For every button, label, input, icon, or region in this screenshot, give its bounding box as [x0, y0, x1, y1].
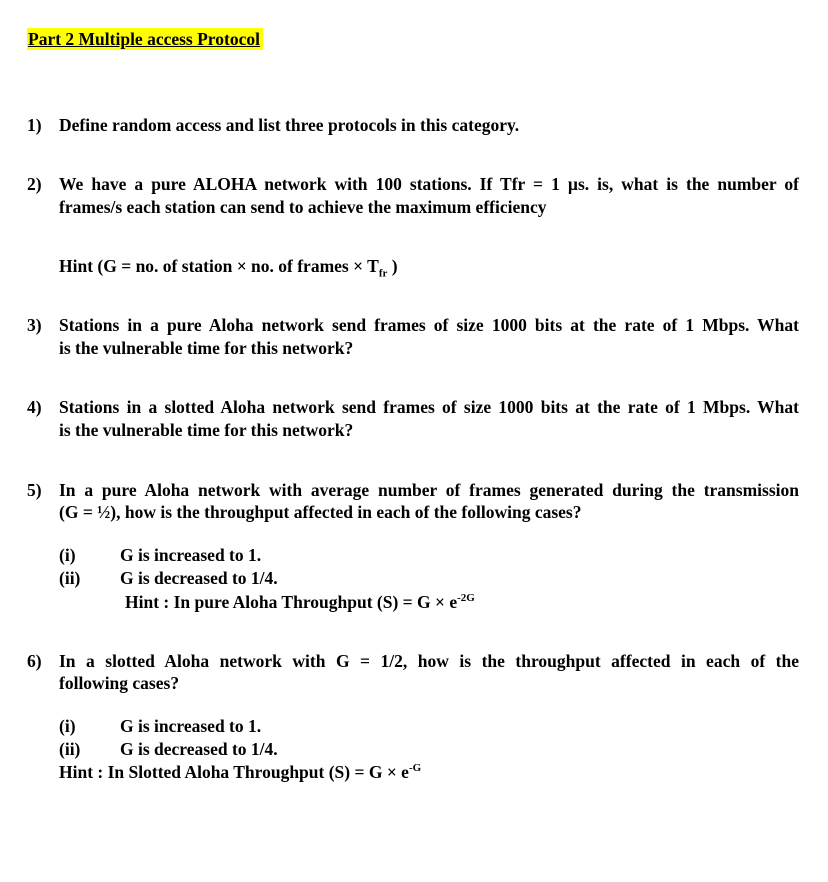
- question-text-line-2: is the vulnerable time for this network?: [59, 420, 354, 440]
- question-text-line-1: In a slotted Aloha network with G = 1/2, how is the throughput affected in each of the: [59, 651, 799, 671]
- question-number: 6): [27, 651, 42, 671]
- hint-superscript: -G: [408, 762, 422, 775]
- question-text-line-2: (G = ½), how is the throughput affected in each of the following cases?: [59, 502, 582, 522]
- case-label: (ii): [59, 739, 81, 759]
- hint-end: ): [387, 256, 398, 276]
- question-text-line-2: is the vulnerable time for this network?: [59, 338, 354, 358]
- question-text-line-1: In a pure Aloha network with average number of frames generated during the transmission: [59, 480, 799, 500]
- case-text: G is increased to 1.: [120, 716, 262, 736]
- hint-text: Hint : In Slotted Aloha Throughput (S) = G × e: [59, 762, 409, 782]
- hint: [125, 592, 475, 613]
- case-label: (i): [59, 545, 76, 565]
- hint-superscript: -2G: [457, 592, 475, 605]
- hint: [59, 256, 398, 280]
- question-number: 1): [27, 115, 42, 135]
- question-number: 3): [27, 315, 42, 335]
- question-text-line-1: Stations in a pure Aloha network send frames of size 1000 bits at the rate of 1 Mbps. What: [59, 315, 799, 335]
- hint-subscript: fr: [378, 267, 388, 280]
- question-text-line-1: Stations in a slotted Aloha network send frames of size 1000 bits at the rate of 1 Mbps. What: [59, 397, 799, 417]
- question-number: 5): [27, 480, 42, 500]
- question-text-line-1: We have a pure ALOHA network with 100 stations. If Tfr = 1 µs. is, what is the number of: [59, 174, 799, 194]
- case-text: G is decreased to 1/4.: [120, 739, 278, 759]
- hint-text: Hint : In pure Aloha Throughput (S) = G × e: [125, 592, 458, 612]
- case-text: G is increased to 1.: [120, 545, 262, 565]
- question-number: 4): [27, 397, 42, 417]
- hint-text: Hint (G = no. of station × no. of frames × T: [59, 256, 379, 276]
- case-label: (ii): [59, 568, 81, 588]
- question-text-line-2: following cases?: [59, 673, 180, 693]
- case-text: G is decreased to 1/4.: [120, 568, 278, 588]
- question-number: 2): [27, 174, 42, 194]
- question-text: Define random access and list three protocols in this category.: [59, 115, 520, 135]
- page-title: Part 2 Multiple access Protocol: [27, 28, 263, 50]
- question-text-line-2: frames/s each station can send to achieve the maximum efficiency: [59, 197, 547, 217]
- case-label: (i): [59, 716, 76, 736]
- hint: [59, 762, 421, 783]
